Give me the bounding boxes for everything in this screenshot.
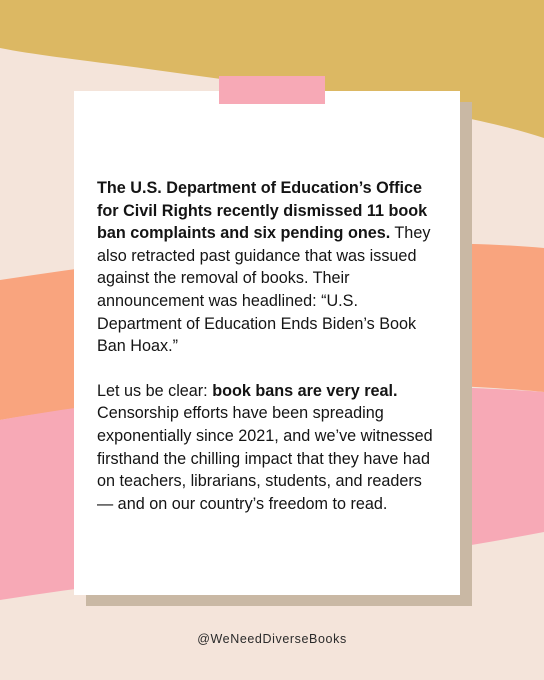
paragraph-2-lead: Let us be clear: [97, 381, 213, 400]
tape-strip [219, 76, 325, 104]
paragraph-1-rest: They also retracted past guidance that was issued against the removal of books. Their announcement was headlined: “U.S. Department of Education Ends Biden’s Book Ban Hoax.” [97, 224, 431, 356]
social-handle: @WeNeedDiverseBooks [197, 632, 347, 646]
text-card [74, 91, 460, 595]
paragraph-1-bold: The U.S. Department of Education’s Office for Civil Rights recently dismissed 11 book ban complaints and six pending ones. [97, 179, 428, 243]
paragraph-2-bold: book bans are very real. [212, 381, 398, 400]
paragraph-2 [97, 380, 438, 516]
paragraph-1 [97, 177, 438, 358]
paragraph-2-rest: Censorship efforts have been spreading exponentially since 2021, and we’ve witnessed firsthand the chilling impact that they have had on teachers, librarians, students, and readers — and on our country’s freedom to read. [97, 404, 433, 513]
